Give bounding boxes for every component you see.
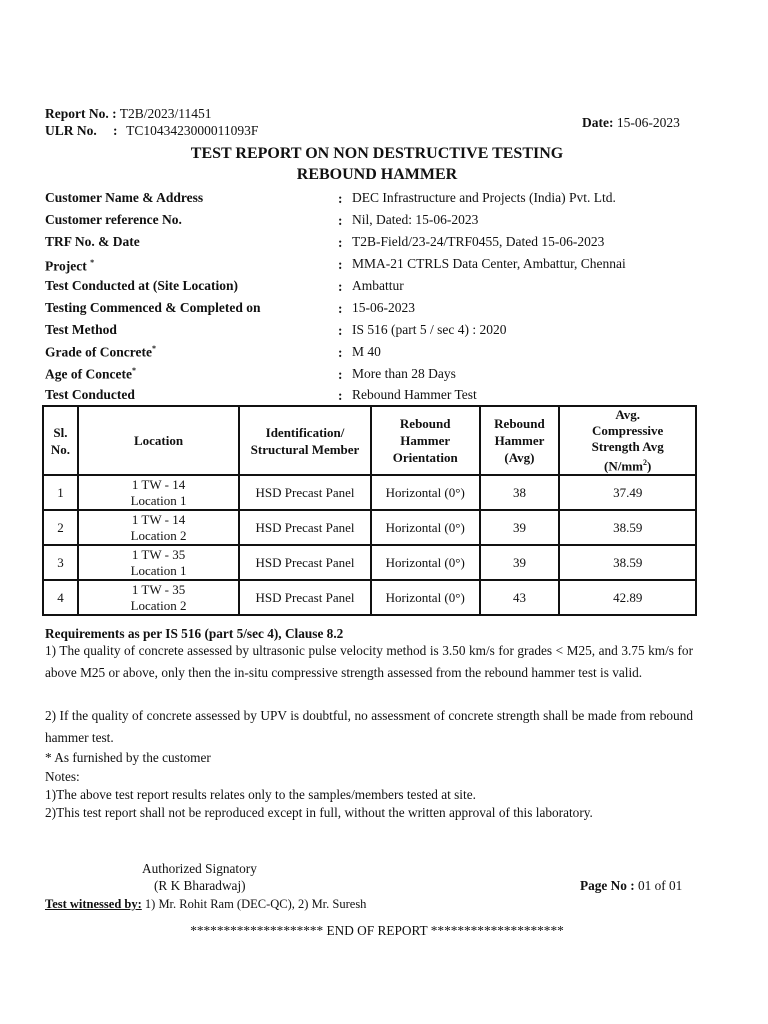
cell-strength: 38.59 — [559, 545, 696, 580]
field-label: TRF No. & Date — [45, 234, 140, 249]
page-number-label: Page No : — [580, 878, 635, 893]
asterisk-mark: * — [131, 366, 136, 375]
cell-strength: 37.49 — [559, 475, 696, 510]
ulr-label: ULR No. — [45, 123, 97, 138]
cell-sl-no: 2 — [43, 510, 78, 545]
cell-orientation: Horizontal (0°) — [371, 580, 480, 615]
field-value: M 40 — [352, 344, 381, 359]
cell-sl-no: 3 — [43, 545, 78, 580]
table-row — [43, 580, 696, 615]
report-title: TEST REPORT ON NON DESTRUCTIVE TESTING — [190, 145, 564, 162]
field-value: IS 516 (part 5 / sec 4) : 2020 — [352, 322, 507, 337]
field-label: Age of Concete* — [45, 366, 136, 382]
field-value: Nil, Dated: 15-06-2023 — [352, 212, 479, 227]
field-colon: : — [338, 235, 343, 250]
cell-location: 1 TW - 14 Location 1 — [78, 475, 239, 510]
cell-rebound-avg: 38 — [480, 475, 560, 510]
date-label: Date: — [582, 115, 614, 130]
report-number — [45, 106, 212, 122]
witness-value: 1) Mr. Rohit Ram (DEC-QC), 2) Mr. Suresh — [144, 897, 367, 911]
ulr-value: TC1043423000011093F — [126, 123, 259, 138]
requirements-heading: Requirements as per IS 516 (part 5/sec 4), Clause 8.2 — [45, 626, 344, 641]
cell-member: HSD Precast Panel — [239, 580, 371, 615]
cell-location: 1 TW - 14 Location 2 — [78, 510, 239, 545]
cell-location: 1 TW - 35 Location 1 — [78, 545, 239, 580]
header-location: Location — [78, 406, 239, 475]
report-number-label: Report No. : — [45, 106, 117, 121]
report-date — [582, 115, 680, 131]
field-colon: : — [338, 257, 343, 272]
field-colon: : — [338, 213, 343, 228]
requirement-1: 1) The quality of concrete assessed by ultrasonic pulse velocity method is 3.50 km/s for grades < M25, and 3.75 km/s for above M25 or above, only then the in-situ compressive strength assessed from the rebound hammer test is valid. — [45, 643, 693, 680]
furnished-note: * As furnished by the customer — [45, 750, 211, 765]
cell-rebound-avg: 39 — [480, 510, 560, 545]
header-rebound-avg: Rebound Hammer (Avg) — [480, 406, 560, 475]
header-compressive-strength: Avg. Compressive Strength Avg $(N/mm^2)$ — [559, 406, 696, 475]
field-value: MMA-21 CTRLS Data Center, Ambattur, Chennai — [352, 256, 626, 271]
cell-rebound-avg: 43 — [480, 580, 560, 615]
date-value: 15-06-2023 — [616, 115, 680, 130]
header-orientation: Rebound Hammer Orientation — [371, 406, 480, 475]
field-label: Testing Commenced & Completed on — [45, 300, 261, 315]
table-row — [43, 545, 696, 580]
end-of-report: ******************** END OF REPORT ******************** — [190, 923, 564, 938]
field-colon: : — [338, 301, 343, 316]
report-subtitle: REBOUND HAMMER — [296, 166, 458, 183]
field-value: Ambattur — [352, 278, 404, 293]
field-label: Project * — [45, 258, 95, 274]
field-value: T2B-Field/23-24/TRF0455, Dated 15-06-2023 — [352, 234, 605, 249]
table-row — [43, 475, 696, 510]
ulr-colon: : — [113, 123, 118, 138]
signatory-name: (R K Bharadwaj) — [154, 878, 246, 893]
cell-member: HSD Precast Panel — [239, 545, 371, 580]
results-table — [42, 405, 697, 616]
cell-member: HSD Precast Panel — [239, 475, 371, 510]
cell-strength: 42.89 — [559, 580, 696, 615]
field-label: Test Method — [45, 322, 117, 337]
report-number-value: T2B/2023/11451 — [119, 106, 212, 121]
field-colon: : — [338, 191, 343, 206]
header-identification: Identification/ Structural Member — [239, 406, 371, 475]
cell-orientation: Horizontal (0°) — [371, 475, 480, 510]
field-value: More than 28 Days — [352, 366, 456, 381]
witness-label: Test witnessed by: — [45, 897, 142, 911]
test-witnessed — [45, 897, 366, 912]
field-colon: : — [338, 345, 343, 360]
field-label: Grade of Concrete* — [45, 344, 156, 360]
cell-member: HSD Precast Panel — [239, 510, 371, 545]
ulr-number — [45, 123, 258, 139]
asterisk-mark: * — [151, 344, 156, 353]
field-label: Test Conducted — [45, 387, 135, 402]
table-header-row — [43, 406, 696, 475]
field-label: Customer reference No. — [45, 212, 182, 227]
cell-strength: 38.59 — [559, 510, 696, 545]
field-label: Customer Name & Address — [45, 190, 204, 205]
field-label: Test Conducted at (Site Location) — [45, 278, 239, 293]
cell-sl-no: 4 — [43, 580, 78, 615]
cell-location: 1 TW - 35 Location 2 — [78, 580, 239, 615]
page-number-value: 01 of 01 — [637, 878, 683, 893]
field-value: Rebound Hammer Test — [352, 387, 477, 402]
asterisk-mark: * — [90, 258, 95, 267]
header-sl-no: Sl. No. — [43, 406, 78, 475]
requirement-2: 2) If the quality of concrete assessed by UPV is doubtful, no assessment of concrete strength shall be made from rebound hammer test. — [45, 708, 693, 745]
page-number — [580, 878, 682, 894]
cell-sl-no: 1 — [43, 475, 78, 510]
field-value: DEC Infrastructure and Projects (India) Pvt. Ltd. — [352, 190, 616, 205]
cell-rebound-avg: 39 — [480, 545, 560, 580]
cell-orientation: Horizontal (0°) — [371, 545, 480, 580]
field-colon: : — [338, 279, 343, 294]
field-colon: : — [338, 388, 343, 403]
table-body — [43, 475, 696, 615]
field-value: 15-06-2023 — [352, 300, 415, 315]
table-row — [43, 510, 696, 545]
note-2: 2)This test report shall not be reproduced except in full, without the written approval of this laboratory. — [45, 805, 593, 820]
field-colon: : — [338, 323, 343, 338]
field-colon: : — [338, 367, 343, 382]
cell-orientation: Horizontal (0°) — [371, 510, 480, 545]
note-1: 1)The above test report results relates only to the samples/members tested at site. — [45, 787, 476, 802]
notes-heading: Notes: — [45, 769, 80, 784]
authorized-signatory: Authorized Signatory — [142, 861, 257, 876]
